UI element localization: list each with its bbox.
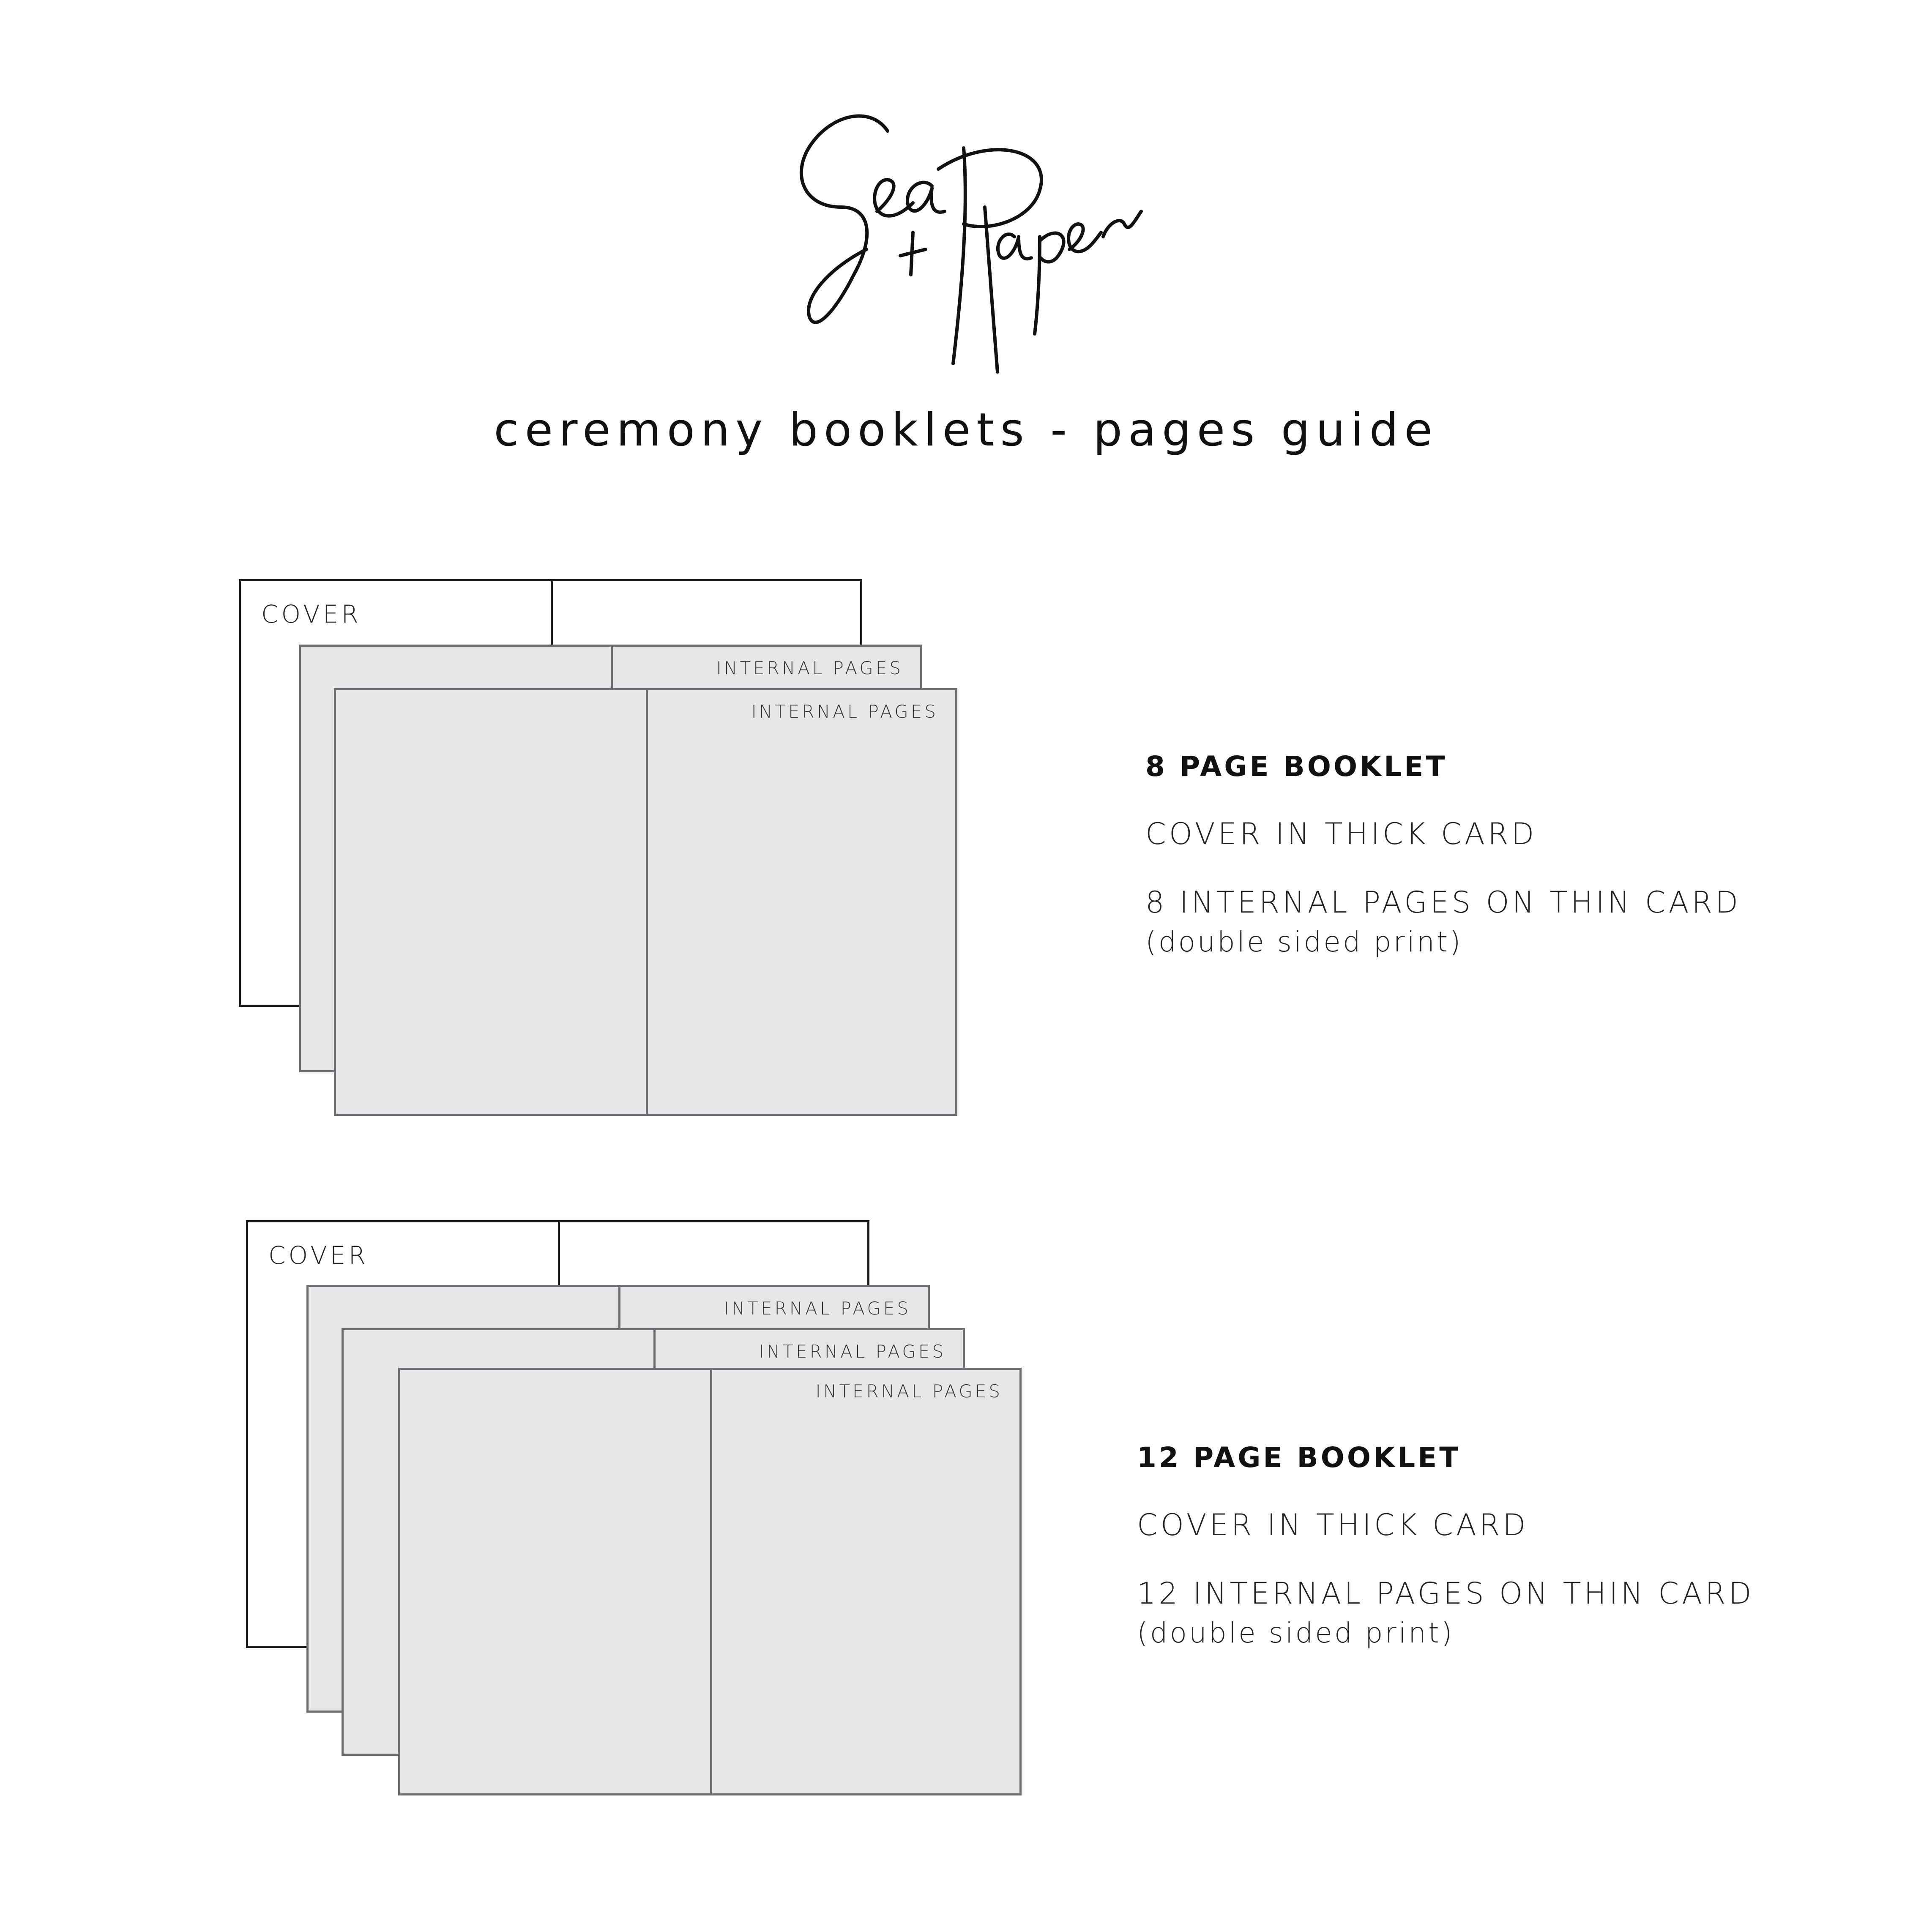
print-note: (double sided print) <box>1145 926 1463 958</box>
sea-paper-logo <box>786 97 1158 393</box>
internal-right-panel <box>710 1370 1020 1793</box>
pages-detail: 12 INTERNAL PAGES ON THIN CARD <box>1137 1576 1754 1611</box>
internal-pages-label: INTERNAL PAGES <box>759 1341 946 1362</box>
pages-detail: 8 INTERNAL PAGES ON THIN CARD <box>1145 885 1741 920</box>
internal-sheet <box>398 1368 1022 1795</box>
booklet-title: 12 PAGE BOOKLET <box>1137 1441 1461 1474</box>
internal-right-panel <box>646 690 956 1114</box>
internal-left-panel <box>400 1370 710 1793</box>
internal-pages-label: INTERNAL PAGES <box>815 1381 1003 1402</box>
internal-pages-label: INTERNAL PAGES <box>724 1298 911 1319</box>
cover-detail: COVER IN THICK CARD <box>1137 1508 1529 1542</box>
internal-sheet <box>334 688 957 1116</box>
internal-pages-label: INTERNAL PAGES <box>751 701 938 722</box>
cover-label: COVER <box>261 600 361 629</box>
cover-label: COVER <box>268 1241 369 1270</box>
page-subtitle: ceremony booklets - pages guide <box>494 404 1438 456</box>
booklet-info-8 <box>1145 750 1741 958</box>
print-note: (double sided print) <box>1137 1617 1454 1649</box>
booklet-title: 8 PAGE BOOKLET <box>1145 750 1448 783</box>
cover-detail: COVER IN THICK CARD <box>1145 817 1537 851</box>
booklet-info-12 <box>1137 1441 1754 1649</box>
internal-pages-label: INTERNAL PAGES <box>716 658 903 678</box>
internal-left-panel <box>336 690 646 1114</box>
